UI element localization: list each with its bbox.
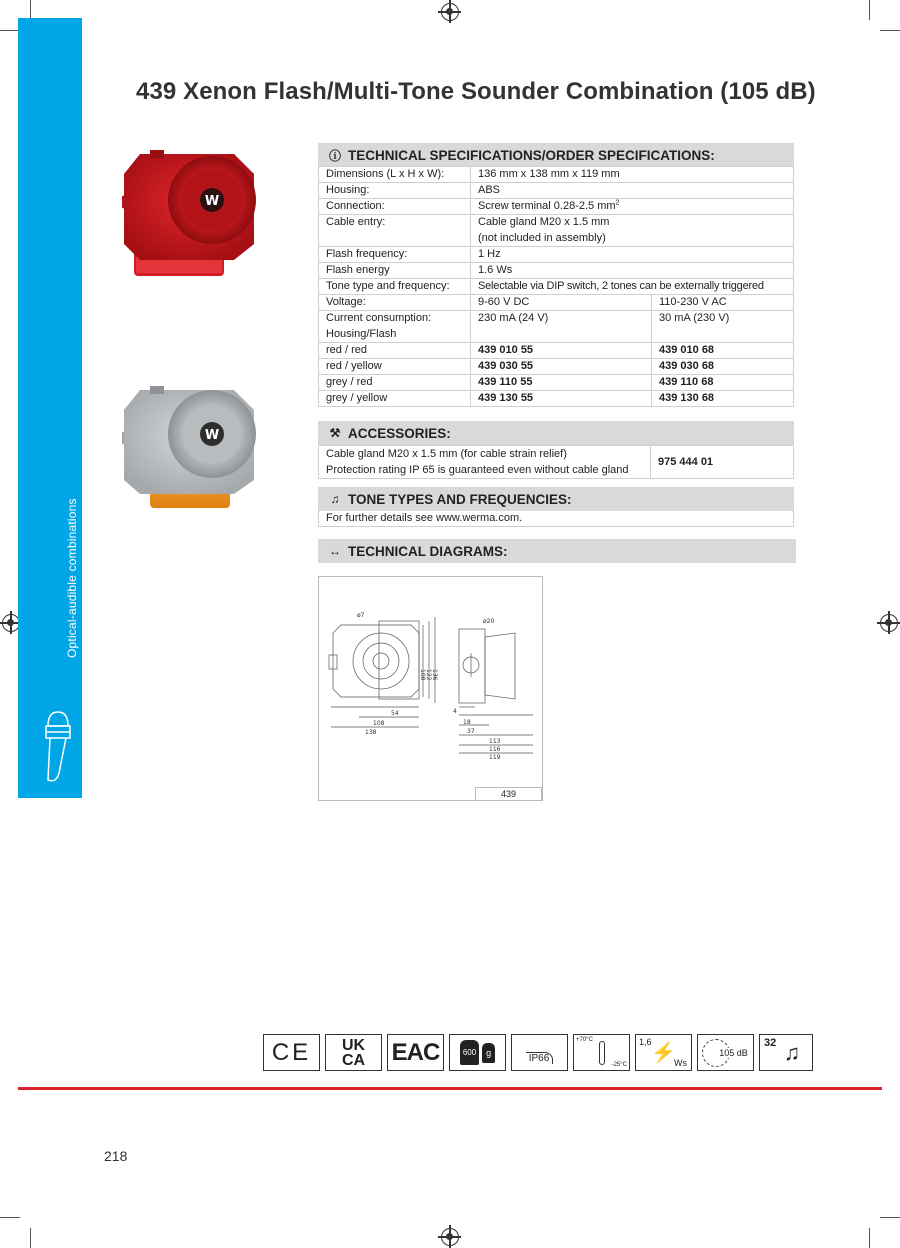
db-value: 105 dB: [719, 1047, 748, 1058]
order-variant: grey / red: [319, 375, 471, 391]
crop-mark: [880, 1217, 900, 1218]
accessory-description: [319, 446, 651, 479]
ip-rating-icon: [511, 1034, 568, 1071]
tone-types-heading: [318, 487, 794, 511]
page-title: 439 Xenon Flash/Multi-Tone Sounder Combination (105 dB): [136, 78, 816, 105]
spec-label: Housing:: [319, 183, 471, 199]
weight-icon: [449, 1034, 506, 1071]
product-image-red: [114, 146, 264, 280]
accessory-number: 975 444 01: [651, 446, 794, 479]
music-note-icon: ♫: [330, 492, 340, 506]
dim-label: 136: [431, 669, 438, 681]
accessories-table: [318, 445, 794, 479]
tech-spec-heading-text: TECHNICAL SPECIFICATIONS/ORDER SPECIFICATIONS:: [348, 147, 715, 163]
order-number-ac: 439 030 68: [652, 359, 794, 375]
table-row: [319, 215, 794, 231]
spec-value-dc: 9-60 V DC: [471, 295, 652, 311]
dim-label: 37: [467, 728, 475, 735]
weight-value: 600: [460, 1040, 479, 1065]
ukca-bottom: CA: [341, 1051, 366, 1069]
dim-label: 54: [391, 710, 399, 717]
spec-label: Tone type and frequency:: [319, 279, 471, 295]
spec-label: Connection:: [319, 199, 471, 215]
crop-mark: [0, 1217, 20, 1218]
technical-diagram: [318, 576, 543, 801]
music-note-icon: ♫: [783, 1039, 801, 1065]
dim-label: 4: [453, 708, 457, 715]
tone-types-text: For further details see www.werma.com.: [318, 511, 794, 527]
order-row: [319, 359, 794, 375]
dimension-drawing: [319, 577, 542, 785]
signal-lamp-icon: [42, 708, 74, 788]
tone-types-heading-text: TONE TYPES AND FREQUENCIES:: [348, 491, 572, 507]
table-row: [319, 247, 794, 263]
tech-spec-table: [318, 166, 794, 407]
weight-unit: g: [482, 1043, 495, 1063]
spec-value: 1.6 Ws: [471, 263, 794, 279]
spec-label: Flash energy: [319, 263, 471, 279]
svg-text:W: W: [204, 194, 220, 209]
order-number-dc: 439 110 55: [471, 375, 652, 391]
order-variant: red / red: [319, 343, 471, 359]
ukca-mark-icon: [325, 1034, 382, 1071]
spec-label: Cable entry:: [319, 215, 471, 231]
registration-mark-icon: [880, 614, 898, 632]
table-row: [319, 295, 794, 311]
order-number-dc: 439 130 55: [471, 391, 652, 407]
superscript: 2: [615, 199, 620, 207]
spec-value: 1 Hz: [471, 247, 794, 263]
spec-value-text: Screw terminal 0.28-2.5 mm: [478, 200, 616, 212]
diagram-caption: 439: [475, 787, 542, 801]
dim-label: 116: [489, 746, 501, 753]
order-variant: red / yellow: [319, 359, 471, 375]
diagrams-heading: [318, 539, 796, 563]
accessories-heading-text: ACCESSORIES:: [348, 425, 451, 441]
spec-label: Flash frequency:: [319, 247, 471, 263]
energy-value: 1,6: [639, 1037, 652, 1047]
spec-value: 136 mm x 138 mm x 119 mm: [471, 167, 794, 183]
eac-text: EAC: [391, 1038, 440, 1066]
section-side-tab: [18, 18, 82, 798]
dim-label: 108: [373, 720, 385, 727]
dim-label: 119: [489, 754, 501, 761]
ce-mark-icon: [263, 1034, 320, 1071]
dim-label: 18: [463, 719, 471, 726]
thermometer-icon: [599, 1041, 605, 1065]
product-image-grey: [114, 382, 264, 516]
crop-mark: [30, 0, 31, 20]
energy-unit: Ws: [674, 1058, 687, 1068]
table-row: [319, 327, 794, 343]
footer-divider: [18, 1087, 882, 1090]
spec-label: Dimensions (L x H x W):: [319, 167, 471, 183]
table-row: [319, 199, 794, 215]
svg-text:W: W: [204, 428, 220, 443]
table-row: [319, 446, 794, 479]
table-row: [319, 167, 794, 183]
crop-mark: [869, 0, 870, 20]
ip-rating-text: IP66: [526, 1052, 554, 1064]
crop-mark: [880, 30, 900, 31]
order-variant: grey / yellow: [319, 391, 471, 407]
temp-high: +70°C: [576, 1037, 593, 1043]
table-row: [319, 183, 794, 199]
page-number: 218: [104, 1148, 128, 1164]
crop-mark: [30, 1228, 31, 1248]
spec-label: Voltage:: [319, 295, 471, 311]
order-number-dc: 439 010 55: [471, 343, 652, 359]
registration-mark-icon: [441, 1228, 459, 1246]
dim-label: ø7: [357, 612, 365, 619]
dim-label: 122: [425, 669, 432, 681]
spec-value: [471, 199, 794, 215]
table-row: [319, 279, 794, 295]
order-row: [319, 343, 794, 359]
tone-count-icon: [759, 1034, 813, 1071]
temperature-range-icon: [573, 1034, 630, 1071]
spec-label: Housing/Flash: [319, 327, 471, 343]
spec-value-ac: 30 mA (230 V): [652, 311, 794, 327]
dim-label: 138: [365, 729, 377, 736]
order-number-ac: 439 010 68: [652, 343, 794, 359]
info-icon: ⓘ: [328, 148, 341, 163]
dim-label: 108: [419, 669, 426, 681]
ce-text: CE: [271, 1038, 312, 1066]
order-number-ac: 439 130 68: [652, 391, 794, 407]
spec-label: Current consumption:: [319, 311, 471, 327]
order-row: [319, 391, 794, 407]
tools-icon: ⚒: [329, 426, 341, 440]
spec-value: ABS: [471, 183, 794, 199]
table-row: [319, 231, 794, 247]
table-row: [319, 263, 794, 279]
registration-mark-icon: [441, 3, 459, 21]
dim-label: 113: [489, 738, 501, 745]
tone-count: 32: [764, 1037, 777, 1049]
order-row: [319, 375, 794, 391]
table-row: [319, 311, 794, 327]
diagrams-heading-text: TECHNICAL DIAGRAMS:: [348, 543, 508, 559]
order-number-dc: 439 030 55: [471, 359, 652, 375]
sound-level-icon: [697, 1034, 754, 1071]
spec-value: Cable gland M20 x 1.5 mm: [471, 215, 794, 231]
order-number-ac: 439 110 68: [652, 375, 794, 391]
arrows-icon: ↔: [329, 544, 341, 558]
temp-low: -25°C: [611, 1062, 627, 1068]
crop-mark: [0, 30, 20, 31]
spec-value: (not included in assembly): [471, 231, 794, 247]
accessory-line: Protection rating IP 65 is guaranteed even without cable gland: [326, 464, 629, 476]
lightning-icon: ⚡: [651, 1042, 676, 1064]
spec-value-ac: 110-230 V AC: [652, 295, 794, 311]
accessory-line: Cable gland M20 x 1.5 mm (for cable strain relief): [326, 448, 567, 460]
ukca-top: UK: [341, 1036, 366, 1054]
side-tab-label: Optical-audible combinations: [65, 498, 79, 658]
tech-spec-heading: [318, 143, 794, 167]
flash-energy-icon: [635, 1034, 692, 1071]
eac-mark-icon: [387, 1034, 444, 1071]
spec-value-dc: 230 mA (24 V): [471, 311, 652, 327]
accessories-heading: [318, 421, 794, 445]
certification-icons: [263, 1034, 813, 1071]
crop-mark: [869, 1228, 870, 1248]
spec-value: Selectable via DIP switch, 2 tones can be externally triggered: [471, 279, 794, 295]
dim-label: ø20: [483, 618, 495, 625]
